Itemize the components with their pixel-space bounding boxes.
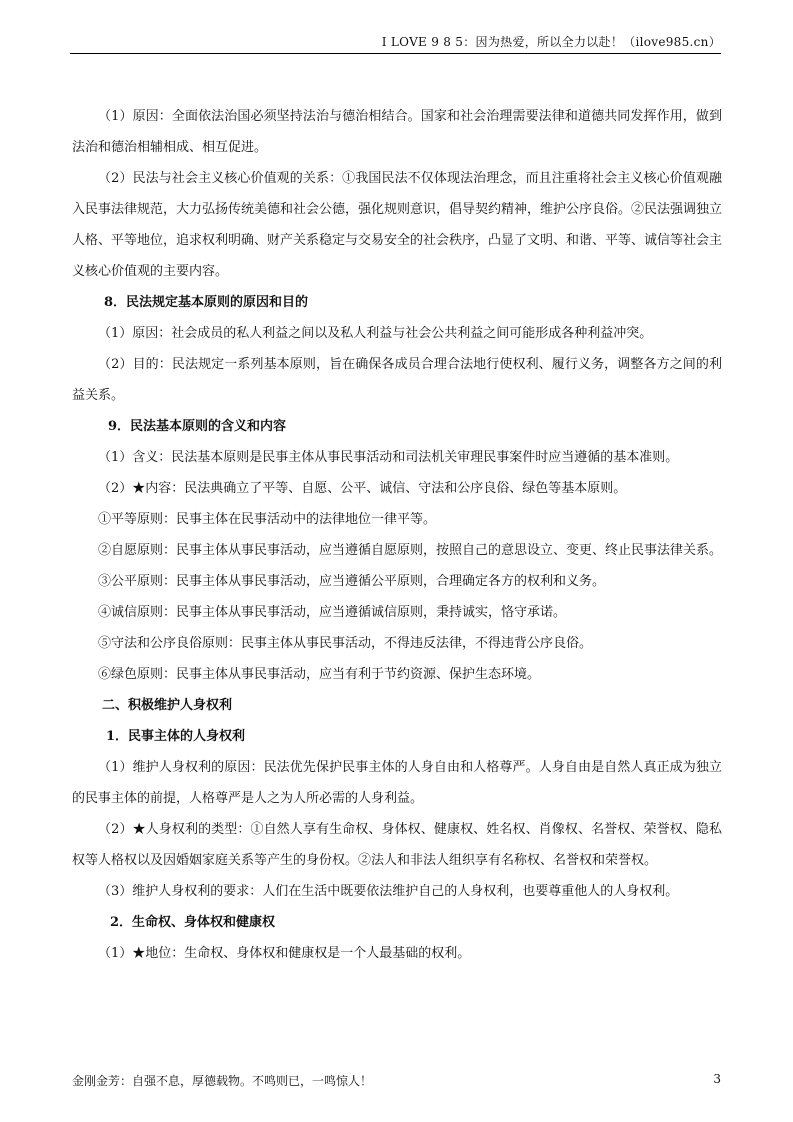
heading-section-9: 9．民法基本原则的含义和内容 — [108, 419, 287, 434]
heading-subsection-1: 1．民事主体的人身权利 — [106, 729, 246, 744]
page-number: 3 — [713, 1072, 721, 1086]
paragraph-green-principle: ⑥绿色原则：民事主体从事民事活动，应当有利于节约资源、保护生态环境。 — [98, 667, 541, 682]
paragraph-principles-purpose: （2）目的：民法规定一系列基本原则，旨在确保各成员合理合法地行使权利、履行义务，调整各方之间的利益关系。 — [72, 357, 722, 403]
heading-part-2: 二、积极维护人身权利 — [102, 698, 233, 713]
page-header: I LOVE 9 8 5：因为热爱，所以全力以赴！（ilove985.cn） — [381, 35, 721, 49]
heading-subsection-2: 2．生命权、身体权和健康权 — [110, 915, 276, 930]
document-body — [72, 101, 722, 969]
paragraph-equality-principle: ①平等原则：民事主体在民事活动中的法律地位一律平等。 — [98, 512, 437, 527]
paragraph-voluntary-principle: ②自愿原则：民事主体从事民事活动，应当遵循自愿原则，按照自己的意思设立、变更、终止民事法律关系。 — [98, 543, 723, 558]
paragraph-life-rights-status: （1）★地位：生命权、身体权和健康权是一个人最基础的权利。 — [98, 946, 471, 961]
header-divider — [70, 53, 721, 54]
paragraph-personal-rights-reason: （1）维护人身权利的原因：民法优先保护民事主体的人身自由和人格尊严。人身自由是自然人真正成为独立的民事主体的前提，人格尊严是人之为人所必需的人身利益。 — [72, 760, 722, 806]
paragraph-personal-rights-requirements: （3）维护人身权利的要求：人们在生活中既要依法维护自己的人身权利，也要尊重他人的人身权利。 — [98, 884, 679, 899]
paragraph-fairness-principle: ③公平原则：民事主体从事民事活动，应当遵循公平原则，合理确定各方的权利和义务。 — [98, 574, 606, 589]
paragraph-principles-content: （2）★内容：民法典确立了平等、自愿、公平、诚信、守法和公序良俗、绿色等基本原则。 — [98, 481, 627, 496]
paragraph-personal-rights-types: （2）★人身权利的类型：①自然人享有生命权、身体权、健康权、姓名权、肖像权、名誉权、荣誉权、隐私权等人格权以及因婚姻家庭关系等产生的身份权。②法人和非法人组织享有名称权、名誉权和荣誉权。 — [72, 822, 722, 868]
paragraph-principles-meaning: （1）含义：民法基本原则是民事主体从事民事活动和司法机关审理民事案件时应当遵循的基本准则。 — [98, 450, 679, 465]
paragraph-principles-reason: （1）原因：社会成员的私人利益之间以及私人利益与社会公共利益之间可能形成各种利益冲突。 — [98, 326, 653, 341]
paragraph-good-faith-principle: ④诚信原则：民事主体从事民事活动，应当遵循诚信原则，秉持诚实，恪守承诺。 — [98, 605, 567, 620]
heading-section-8: 8．民法规定基本原则的原因和目的 — [104, 295, 309, 310]
paragraph-rule-of-law-reason: （1）原因：全面依法治国必须坚持法治与德治相结合。国家和社会治理需要法律和道德共同发挥作用，做到法治和德治相辅相成、相互促进。 — [72, 109, 722, 155]
paragraph-core-values-relation: （2）民法与社会主义核心价值观的关系：①我国民法不仅体现法治理念，而且注重将社会主义核心价值观融入民事法律规范，大力弘扬传统美德和社会公德，强化规则意识，倡导契约精神，维护公序良俗。②民法强调独立人格、平等地位，追求权利明确、财产关系稳定与交易安全的社会秩序，凸显了文明、和谐、平等、诚信等社会主义核心价值观的主要内容。 — [72, 171, 723, 279]
footer-motto: 金刚金芳：自强不息，厚德载物。不鸣则已，一鸣惊人！ — [72, 1074, 373, 1088]
paragraph-legality-principle: ⑤守法和公序良俗原则：民事主体从事民事活动，不得违反法律，不得违背公序良俗。 — [98, 636, 593, 651]
